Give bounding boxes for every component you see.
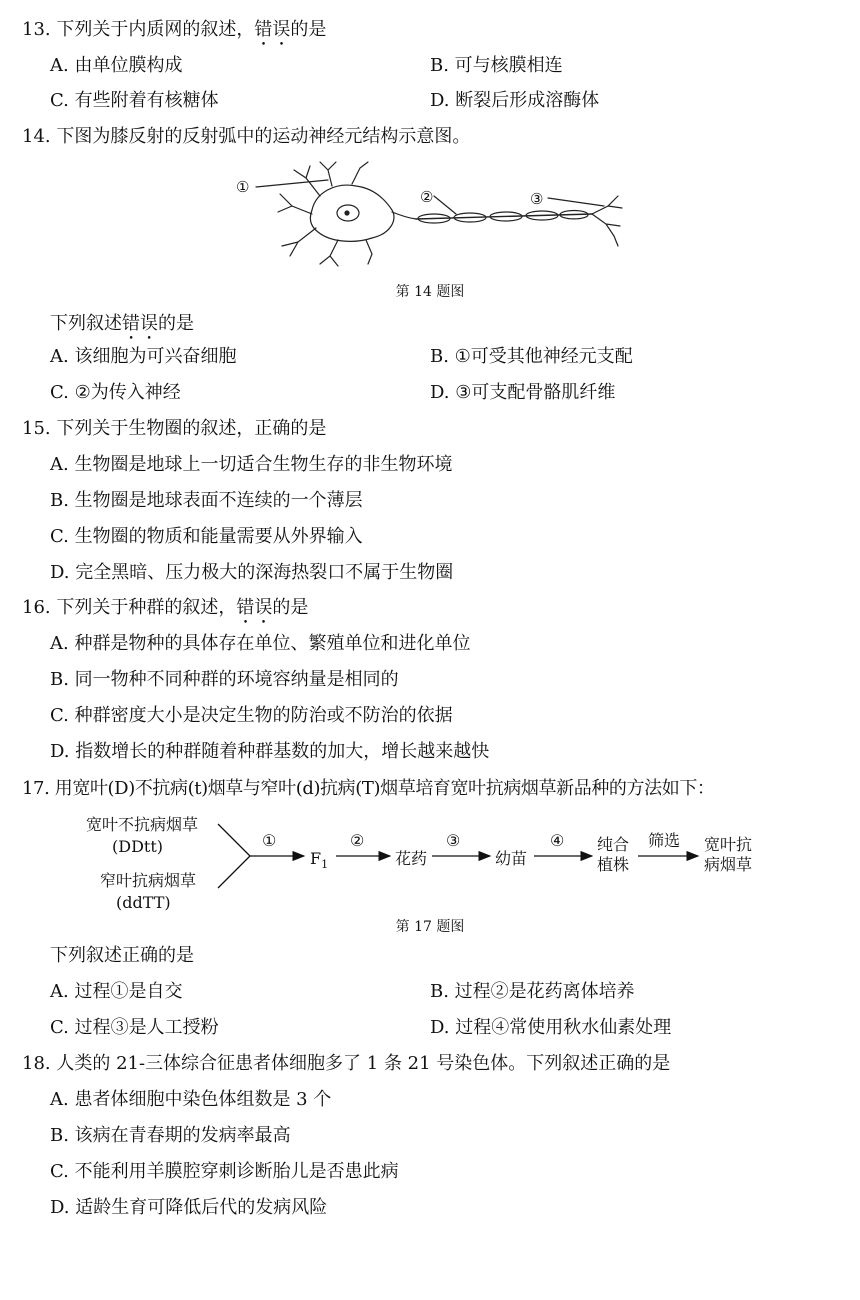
q14-option-a: A. 该细胞为可兴奋细胞 — [50, 346, 237, 367]
q16-stem — [22, 596, 308, 628]
parent1-name: 宽叶不抗病烟草 — [86, 815, 199, 834]
q14-option-c: C. ②为传入神经 — [50, 382, 181, 403]
q14-option-d: D. ③可支配骨骼肌纤维 — [430, 382, 616, 403]
cross-bracket — [218, 824, 250, 888]
q18-stem: 18. 人类的 21-三体综合征患者体细胞多了 1 条 21 号染色体。下列叙述正确的是 — [22, 1053, 671, 1074]
q18-option-c: C. 不能利用羊膜腔穿刺诊断胎儿是否患此病 — [50, 1161, 399, 1182]
q18-option-d: D. 适龄生育可降低后代的发病风险 — [50, 1197, 328, 1218]
breeding-flowchart — [0, 808, 860, 912]
q14-sub-text: 下列叙述 — [50, 313, 122, 334]
q15-option-b: B. 生物圈是地球表面不连续的一个薄层 — [50, 490, 363, 511]
q13-emphasis: 错误 — [254, 19, 291, 40]
q16-option-c: C. 种群密度大小是决定生物的防治或不防治的依据 — [50, 705, 453, 726]
q14-sub-stem — [50, 312, 194, 344]
q16-option-b: B. 同一物种不同种群的环境容纳量是相同的 — [50, 669, 399, 690]
seedling-label: 幼苗 — [495, 849, 528, 868]
q18-option-b: B. 该病在青春期的发病率最高 — [50, 1125, 291, 1146]
step-1-label: ① — [262, 831, 277, 850]
q16-option-d: D. 指数增长的种群随着种群基数的加大，增长越来越快 — [50, 741, 490, 762]
q14-sub-end: 的是 — [158, 313, 194, 334]
neuron-cell-body — [310, 185, 394, 241]
q18-option-a: A. 患者体细胞中染色体组数是 3 个 — [50, 1089, 332, 1110]
q13-option-d: D. 断裂后形成溶酶体 — [430, 90, 600, 111]
q14-option-b: B. ①可受其他神经元支配 — [430, 346, 633, 367]
f1-text: F — [310, 849, 322, 868]
q16-stem-text: 16. 下列关于种群的叙述， — [22, 597, 237, 618]
label-3: ③ — [530, 190, 544, 208]
result-label-top: 宽叶抗 — [704, 835, 753, 854]
q14-figure-caption: 第 14 题图 — [395, 284, 465, 300]
q15-stem: 15. 下列关于生物圈的叙述，正确的是 — [22, 418, 327, 439]
step-3-label: ③ — [446, 831, 461, 850]
q16-emphasis: 错误 — [236, 597, 273, 618]
q17-option-c: C. 过程③是人工授粉 — [50, 1017, 219, 1038]
parent2-genotype: (ddTT) — [116, 893, 171, 912]
q16-stem-end: 的是 — [272, 597, 309, 618]
q16-option-a: A. 种群是物种的具体存在单位、繁殖单位和进化单位 — [50, 633, 471, 654]
q13-option-a: A. 由单位膜构成 — [50, 55, 183, 76]
label-1: ① — [236, 178, 250, 196]
pure-line-label-top: 纯合 — [597, 835, 630, 854]
q15-option-a: A. 生物圈是地球上一切适合生物生存的非生物环境 — [50, 454, 453, 475]
pollen-label: 花药 — [395, 849, 428, 868]
result-label-bottom: 病烟草 — [704, 855, 753, 874]
parent2-name: 窄叶抗病烟草 — [100, 871, 197, 890]
q14-stem: 14. 下图为膝反射的反射弧中的运动神经元结构示意图。 — [22, 126, 471, 147]
q17-option-a: A. 过程①是自交 — [50, 981, 183, 1002]
q13-stem — [22, 18, 326, 50]
step-2-label: ② — [350, 831, 365, 850]
q14-emphasis: 错误 — [122, 313, 158, 334]
axon-terminals — [592, 196, 622, 246]
q17-sub-stem: 下列叙述正确的是 — [50, 945, 194, 966]
label-2: ② — [420, 188, 434, 206]
pure-line-label-bottom: 植株 — [597, 855, 630, 874]
step-4-label: ④ — [550, 831, 565, 850]
q13-stem-text: 13. 下列关于内质网的叙述， — [22, 19, 255, 40]
q17-stem: 17. 用宽叶(D)不抗病(t)烟草与窄叶(d)抗病(T)烟草培育宽叶抗病烟草新品种的方法如下： — [22, 778, 715, 799]
q13-stem-end: 的是 — [290, 19, 327, 40]
parent1-genotype: (DDtt) — [112, 837, 163, 856]
q13-option-c: C. 有些附着有核糖体 — [50, 90, 219, 111]
q17-option-d: D. 过程④常使用秋水仙素处理 — [430, 1017, 672, 1038]
q15-option-c: C. 生物圈的物质和能量需要从外界输入 — [50, 526, 363, 547]
screening-label: 筛选 — [648, 831, 681, 850]
f1-label — [310, 849, 328, 871]
neuron-diagram — [220, 158, 640, 270]
q13-option-b: B. 可与核膜相连 — [430, 55, 563, 76]
q17-figure-caption: 第 17 题图 — [395, 919, 465, 935]
q17-option-b: B. 过程②是花药离体培养 — [430, 981, 635, 1002]
q15-option-d: D. 完全黑暗、压力极大的深海热裂口不属于生物圈 — [50, 562, 454, 583]
f1-subscript: 1 — [321, 858, 329, 871]
